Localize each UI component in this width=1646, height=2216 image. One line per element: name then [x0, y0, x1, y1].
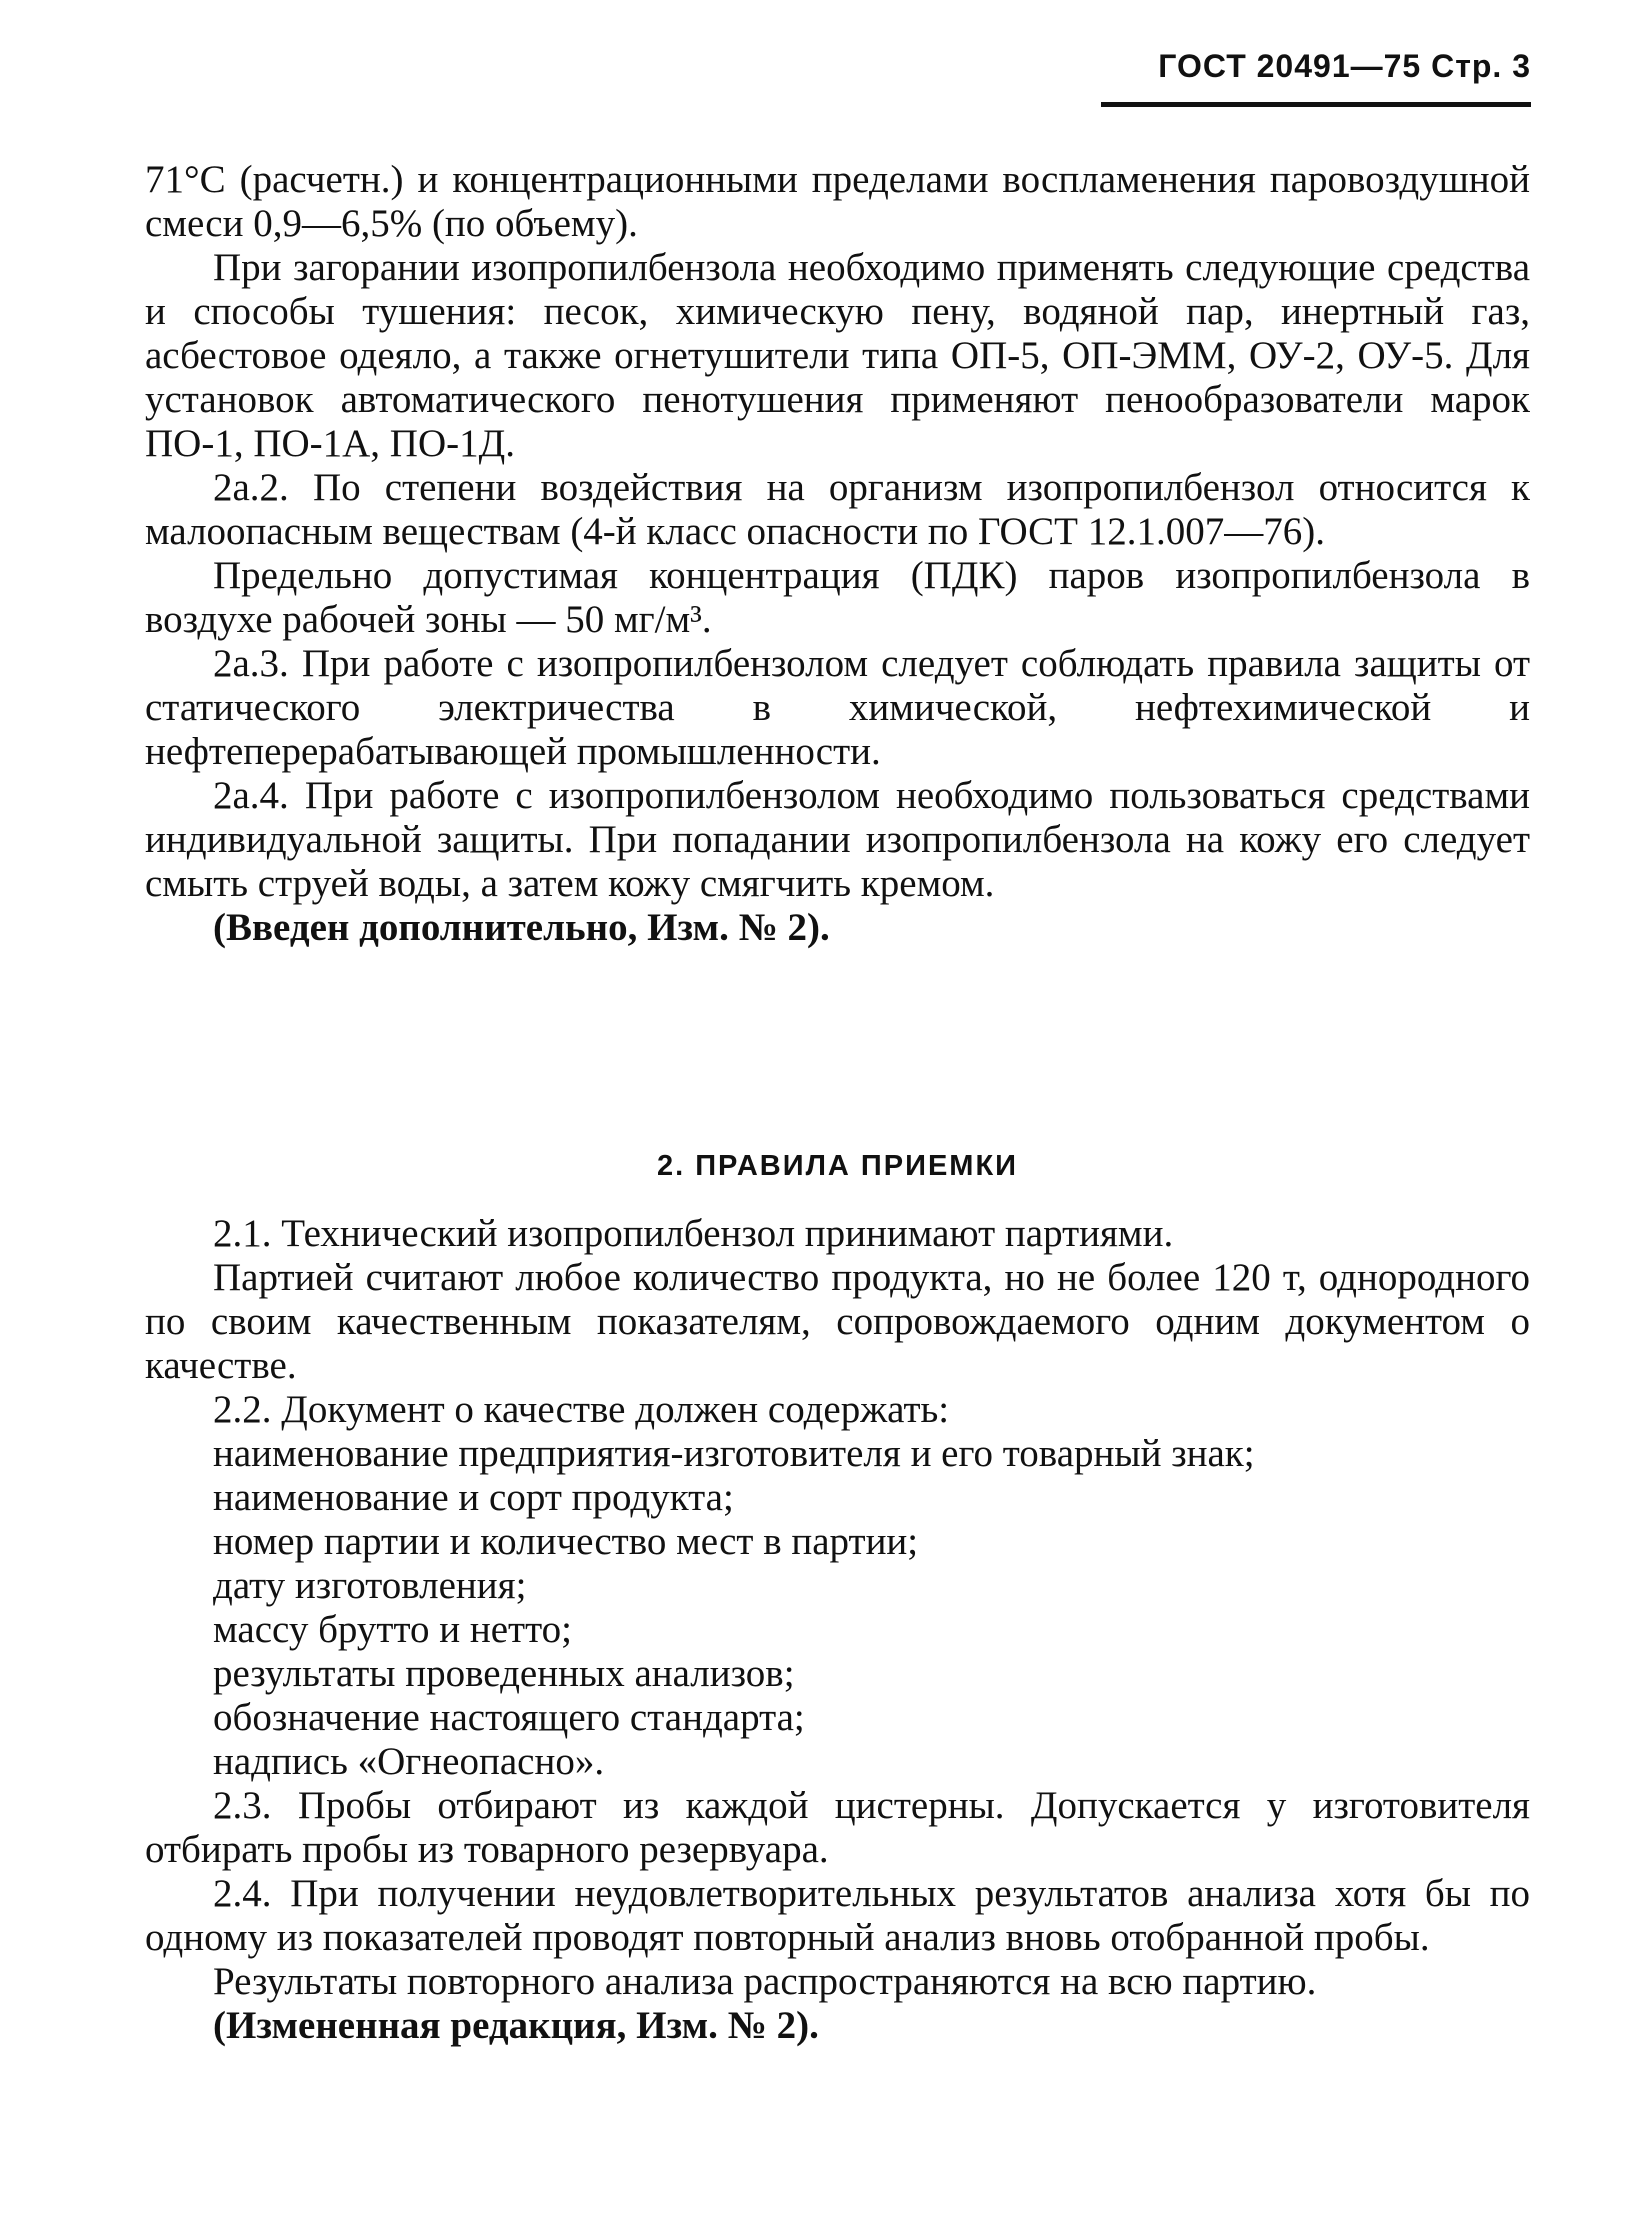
paragraph-2-1: 2.1. Технический изопропилбензол принимают партиями.: [213, 1212, 1174, 1255]
list-item: обозначение настоящего стандарта;: [213, 1696, 805, 1739]
paragraph-pdk: Предельно допустимая концентрация (ПДК) паров изопропилбензола в воздухе рабочей зоны — 50 мг/м³.: [145, 554, 1530, 641]
paragraph-batch: Партией считают любое количество продукта, но не более 120 т, однородного по своим качественным показателям, сопровождаемого одним документом о качестве.: [145, 1256, 1530, 1387]
list-item: результаты проведенных анализов;: [213, 1652, 795, 1695]
list-item: номер партии и количество мест в партии;: [213, 1520, 919, 1563]
list-item: массу брутто и нетто;: [213, 1608, 572, 1651]
paragraph-2-3: 2.3. Пробы отбирают из каждой цистерны. Допускается у изготовителя отбирать пробы из товарного резервуара.: [145, 1784, 1530, 1871]
header-rule: [1101, 102, 1531, 107]
list-item: наименование и сорт продукта;: [213, 1476, 734, 1519]
section-title-acceptance: 2. ПРАВИЛА ПРИЕМКИ: [656, 1150, 1019, 1182]
note-amended: (Измененная редакция, Изм. № 2).: [213, 2004, 819, 2047]
page-header: [1158, 48, 1531, 85]
header-doc-number: ГОСТ 20491—75 Стр. 3: [1158, 48, 1531, 84]
list-item: наименование предприятия-изготовителя и его товарный знак;: [213, 1432, 1255, 1475]
text-block-section2: [145, 1212, 1530, 2048]
list-item: надпись «Огнеопасно».: [213, 1740, 605, 1783]
list-item: дату изготовления;: [213, 1564, 527, 1607]
paragraph-2a3: 2а.3. При работе с изопропилбензолом следует соблюдать правила защиты от статического электричества в химической, нефтехимической и нефтеперерабатывающей промышленности.: [145, 642, 1530, 773]
paragraph-2a2: 2а.2. По степени воздействия на организм изопропилбензол относится к малоопасным веществам (4-й класс опасности по ГОСТ 12.1.007—76).: [145, 466, 1530, 553]
paragraph-flash-point: 71°С (расчетн.) и концентрационными пределами воспламенения паровоздушной смеси 0,9—6,5% (по объему).: [145, 158, 1530, 245]
paragraph-2-4: 2.4. При получении неудовлетворительных результатов анализа хотя бы по одному из показателей проводят повторный анализ вновь отобранной пробы.: [145, 1872, 1530, 1959]
note-introduced: (Введен дополнительно, Изм. № 2).: [213, 906, 830, 949]
paragraph-extinguishing: При загорании изопропилбензола необходимо применять следующие средства и способы тушения: песок, химическую пену, водяной пар, инертный газ, асбестовое одеяло, а также огнетушители типа ОП-5, ОП-ЭММ, ОУ-2, ОУ-5. Для установок автоматического пенотушения применяют пенообразователи марок ПО-1, ПО-1А, ПО-1Д.: [145, 246, 1530, 465]
paragraph-2-2: 2.2. Документ о качестве должен содержать:: [213, 1388, 950, 1431]
paragraph-repeat-analysis: Результаты повторного анализа распространяются на всю партию.: [213, 1960, 1317, 2003]
text-block-part1: [145, 158, 1530, 950]
paragraph-2a4: 2а.4. При работе с изопропилбензолом необходимо пользоваться средствами индивидуальной защиты. При попадании изопропилбензола на кожу его следует смыть струей воды, а затем кожу смягчить кремом.: [145, 774, 1530, 905]
